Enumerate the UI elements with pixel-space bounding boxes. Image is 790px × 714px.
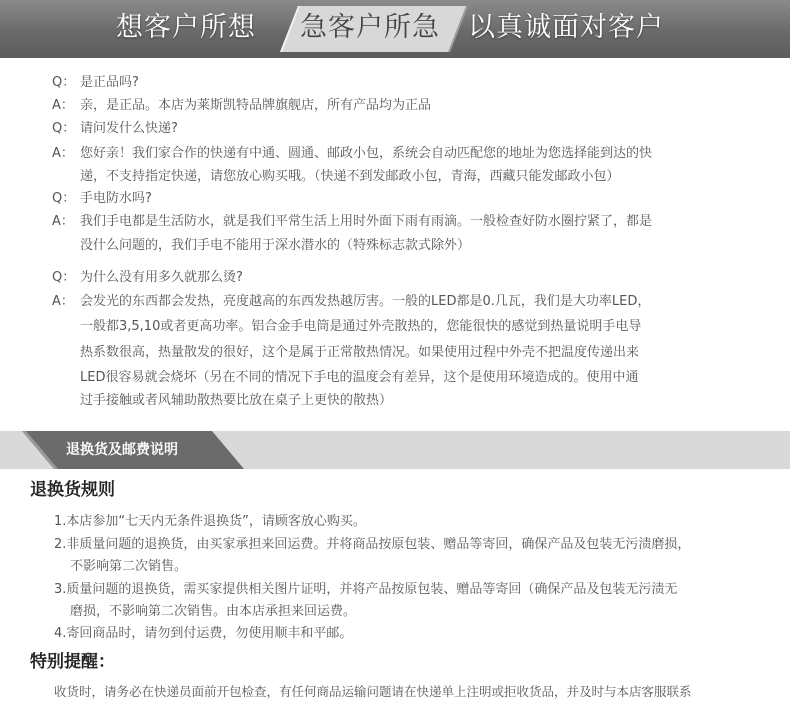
section-header-bar xyxy=(0,431,790,469)
reminder-text: 收货时，请务必在快递员面前开包检查，有任何商品运输问题请在快递单上注明或拒收货品，并及时与本店客服联系 xyxy=(54,684,692,699)
faq-answer xyxy=(52,144,762,164)
faq-text: 亲，是正品。本店为莱斯凯特品牌旗舰店，所有产品均为正品 xyxy=(80,98,432,113)
policy-item: 1.本店参加“七天内无条件退换货”，请顾客放心购买。 xyxy=(54,514,366,529)
faq-prefix: A： xyxy=(52,98,74,113)
policy-heading: 退换货规则 xyxy=(30,480,115,500)
faq-text: 是正品吗? xyxy=(80,75,139,90)
faq-prefix: A： xyxy=(52,146,74,161)
faq-prefix: A： xyxy=(52,214,74,229)
faq-prefix: Q： xyxy=(52,121,76,136)
top-banner xyxy=(0,0,790,58)
policy-item: 2.非质量问题的退换货，由买家承担来回运费。并将商品按原包装、赠品等寄回，确保产品及包装无污渍磨损， xyxy=(54,537,691,552)
faq-text-continued: 热系数很高，热量散发的很好，这个是属于正常散热情况。如果使用过程中外壳不把温度传递出来 xyxy=(80,345,640,360)
banner-slogan-3: 以真诚面对客户 xyxy=(468,12,664,43)
faq-text-continued: 没什么问题的，我们手电不能用于深水潜水的（特殊标志款式除外） xyxy=(80,238,471,253)
faq-answer xyxy=(52,96,762,116)
faq-text-continued: LED很容易就会烧坏（另在不同的情况下手电的温度会有差异，这个是使用环境造成的。使用中通 xyxy=(80,370,639,385)
faq-text-continued: 递，不支持指定快递，请您放心购买哦。（快递不到发邮政小包，青海，西藏只能发邮政小包） xyxy=(80,169,620,184)
faq-text-continued: 一般都3,5,10或者更高功率。铝合金手电筒是通过外壳散热的，您能很快的感觉到热量说明手电导 xyxy=(80,319,642,334)
banner-slogan-1: 想客户所想 xyxy=(116,12,256,43)
faq-prefix: Q： xyxy=(52,191,76,206)
faq-question xyxy=(52,73,762,93)
faq-text: 请问发什么快递? xyxy=(80,121,178,136)
policy-item-continued: 不影响第二次销售。 xyxy=(70,559,188,574)
faq-question xyxy=(52,119,762,139)
policy-item: 4.寄回商品时，请勿到付运费，勿使用顺丰和平邮。 xyxy=(54,626,353,641)
reminder-heading: 特别提醒： xyxy=(30,652,115,672)
faq-answer xyxy=(52,292,762,312)
policy-item: 3.质量问题的退换货，需买家提供相关图片证明，并将产品按原包装、赠品等寄回（确保产品及包装无污渍无 xyxy=(54,582,678,597)
faq-text: 您好亲！我们家合作的快递有中通、圆通、邮政小包，系统会自动匹配您的地址为您选择能到达的快 xyxy=(80,146,653,161)
faq-prefix: Q： xyxy=(52,75,76,90)
faq-text: 手电防水吗? xyxy=(80,191,152,206)
faq-question xyxy=(52,189,762,209)
faq-text: 为什么没有用多久就那么烫? xyxy=(80,270,243,285)
faq-prefix: A： xyxy=(52,294,74,309)
faq-answer xyxy=(52,212,762,232)
faq-text: 会发光的东西都会发热，亮度越高的东西发热越厉害。一般的LED都是0.几瓦，我们是大功率LED， xyxy=(80,294,651,309)
faq-prefix: Q： xyxy=(52,270,76,285)
policy-item-continued: 磨损，不影响第二次销售。由本店承担来回运费。 xyxy=(70,604,357,619)
faq-text-continued: 过手接触或者风辅助散热要比放在桌子上更快的散热） xyxy=(80,393,393,408)
faq-question xyxy=(52,268,762,288)
section-title: 退换货及邮费说明 xyxy=(66,442,178,458)
banner-slogan-2: 急客户所急 xyxy=(300,12,440,43)
faq-text: 我们手电都是生活防水，就是我们平常生活上用时外面下雨有雨滴。一般检查好防水圈拧紧了，都是 xyxy=(80,214,653,229)
